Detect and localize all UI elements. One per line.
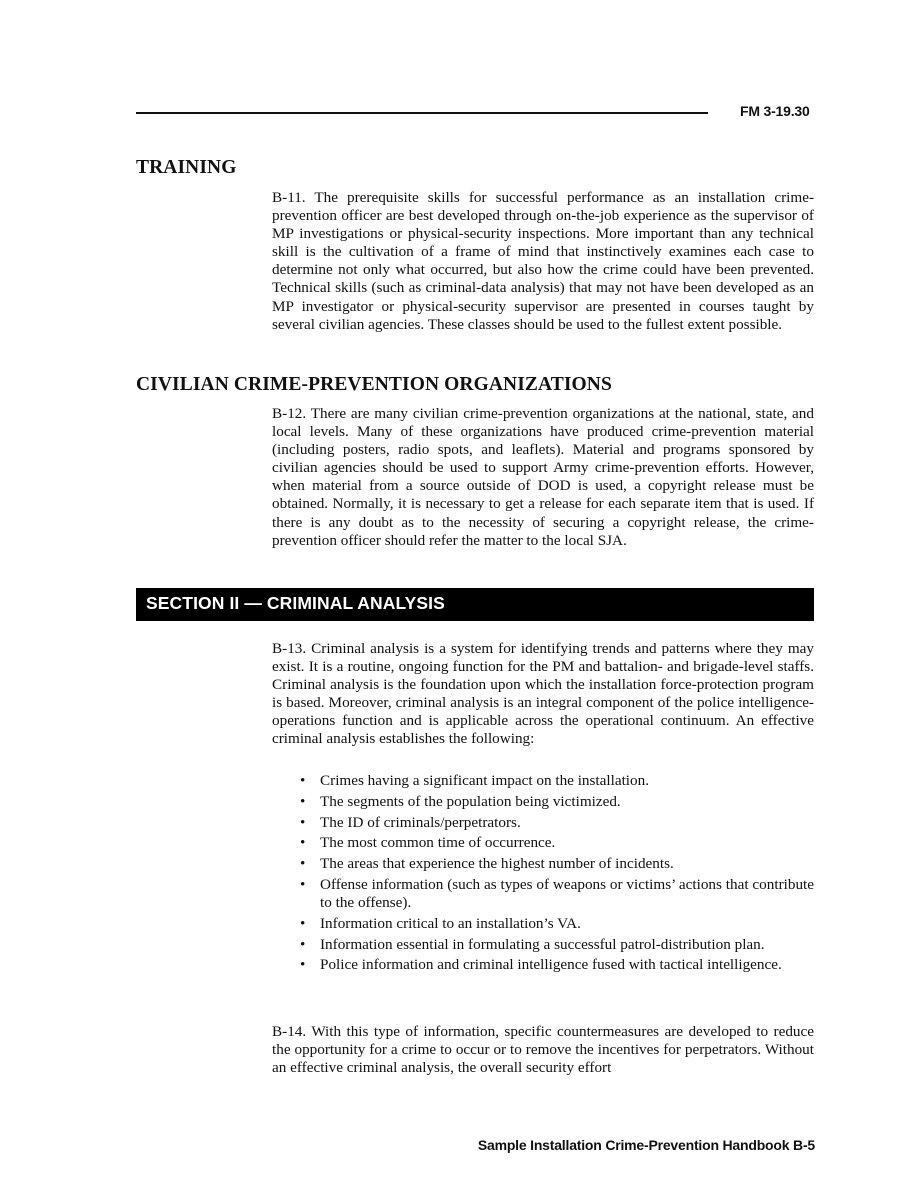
paragraph-b14: B-14. With this type of information, specific countermeasures are developed to reduce the opportunity for a crime to occur or to remove the incentives for perpetrators. Without an effective criminal analysis, the overall security effort <box>272 1023 814 1077</box>
list-item: • Information essential in formulating a successful patrol-distribution plan. <box>300 935 765 953</box>
bullet-icon: • <box>300 914 306 932</box>
list-item: • Offense information (such as types of weapons or victims’ actions that contribute to the offense). <box>300 875 814 911</box>
heading-training: TRAINING <box>136 157 237 178</box>
bullet-icon: • <box>300 813 306 831</box>
document-id: FM 3-19.30 <box>740 103 810 119</box>
paragraph-b12: B-12. There are many civilian crime-prevention organizations at the national, state, and local levels. Many of these organizations have produced crime-prevention material (including posters, radio spots, and leaflets). Material and programs sponsored by civilian agencies should be used to support Army crime-prevention efforts. However, when material from a source outside of DOD is used, a copyright release must be obtained. Normally, it is necessary to get a release for each separate item that is used. If there is any doubt as to the necessity of securing a copyright release, the crime-prevention officer should refer the matter to the local SJA. <box>272 405 814 549</box>
bullet-icon: • <box>300 772 306 789</box>
analysis-bullet-list <box>272 772 814 977</box>
list-item: • Police information and criminal intelligence fused with tactical intelligence. <box>300 956 782 974</box>
bullet-icon: • <box>300 834 306 852</box>
list-item: • The ID of criminals/perpetrators. <box>300 813 521 831</box>
bullet-icon: • <box>300 956 306 974</box>
section-title: SECTION II — CRIMINAL ANALYSIS <box>146 593 445 613</box>
bullet-icon: • <box>300 792 306 810</box>
list-item: • The segments of the population being victimized. <box>300 792 621 810</box>
paragraph-b11: B-11. The prerequisite skills for successful performance as an installation crime-prevention officer are best developed through on-the-job experience as the supervisor of MP investigations or physical-security inspections. More important than any technical skill is the cultivation of a frame of mind that instinctively examines each case to determine not only what occurred, but also how the crime could have been prevented. Technical skills (such as criminal-data analysis) that may not have been developed as an MP investigator or physical-security supervisor are presented in courses taught by several civilian agencies. These classes should be used to the fullest extent possible. <box>272 189 814 333</box>
bullet-icon: • <box>300 875 306 893</box>
paragraph-b13: B-13. Criminal analysis is a system for identifying trends and patterns where they may exist. It is a routine, ongoing function for the PM and battalion- and brigade-level staffs. Criminal analysis is the foundation upon which the installation force-protection program is based. Moreover, criminal analysis is an integral component of the police intelligence-operations function and is applicable across the operational continuum. An effective criminal analysis establishes the following: <box>272 640 814 748</box>
header-rule <box>136 112 708 114</box>
heading-civilian-organizations: CIVILIAN CRIME-PREVENTION ORGANIZATIONS <box>136 374 612 395</box>
list-item: • The most common time of occurrence. <box>300 834 556 852</box>
bullet-icon: • <box>300 855 306 873</box>
page-footer: Sample Installation Crime-Prevention Handbook B-5 <box>477 1137 815 1153</box>
list-item: • Information critical to an installation’s VA. <box>300 914 581 932</box>
list-item: • The areas that experience the highest number of incidents. <box>300 855 674 873</box>
section-header-bar <box>136 588 814 621</box>
bullet-icon: • <box>300 935 306 953</box>
list-item: • Crimes having a significant impact on the installation. <box>300 772 649 789</box>
